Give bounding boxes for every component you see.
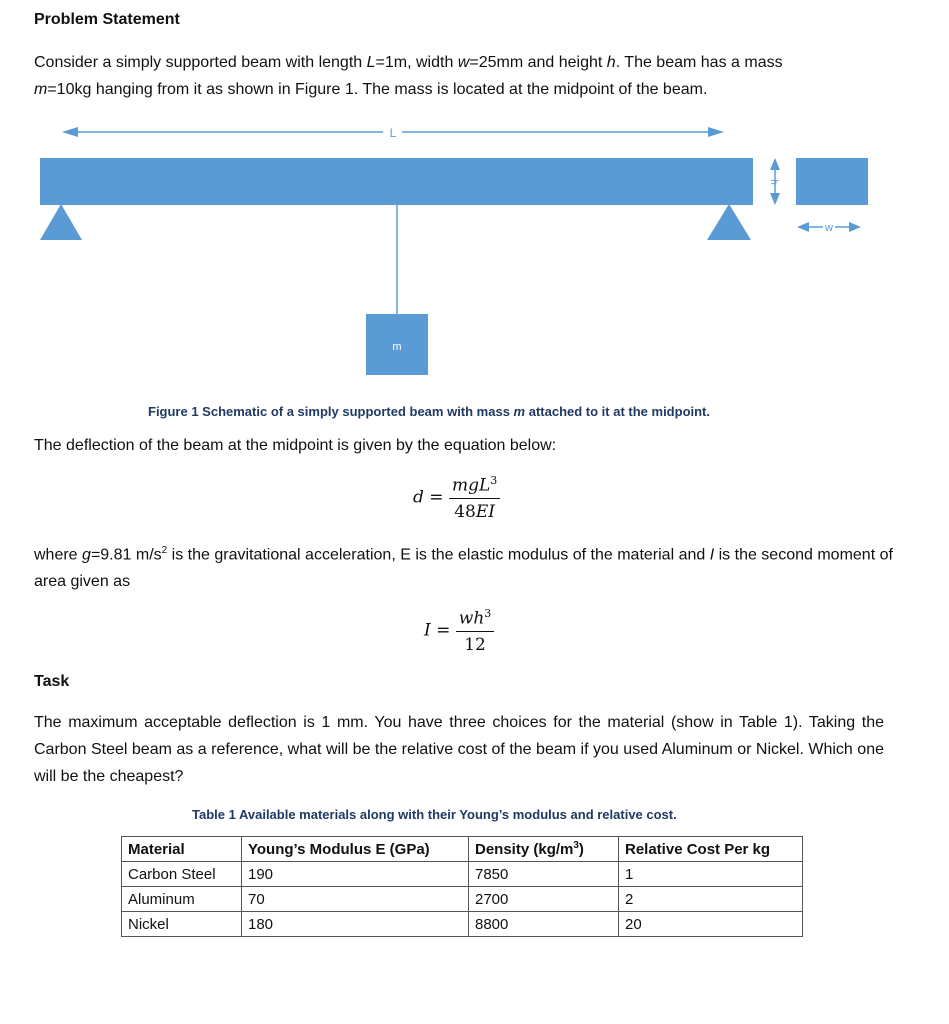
header-modulus: Young’s Modulus E (GPa) <box>242 837 469 862</box>
header-material: Material <box>122 837 242 862</box>
task-heading: Task <box>34 673 70 690</box>
cell-cost: 1 <box>619 862 803 887</box>
width-label: w <box>825 222 833 234</box>
mass-label: m <box>392 341 402 353</box>
left-support <box>40 204 82 240</box>
beam <box>40 158 753 205</box>
beam-cross-section <box>796 158 868 205</box>
table-row <box>122 912 803 937</box>
header-cost: Relative Cost Per kg <box>619 837 803 862</box>
deflection-intro: The deflection of the beam at the midpoint is given by the equation below: <box>34 437 557 454</box>
cell-material: Carbon Steel <box>122 862 242 887</box>
problem-heading: Problem Statement <box>34 11 180 28</box>
where-paragraph: where g=9.81 $m/s^2$ is the gravitational acceleration, E is the elastic modulus of the material and I is the second moment of area given as <box>34 545 893 591</box>
cell-modulus: 180 <box>242 912 469 937</box>
header-density: Density $(kg/m^3)$ <box>469 837 619 862</box>
materials-table <box>121 836 803 937</box>
height-label: h <box>768 179 779 185</box>
problem-paragraph: Consider a simply supported beam with length L=1m, width w=25mm and height h. The beam has a mass m=10kg hanging from it as shown in Figure 1. The mass is located at the midpoint of the beam. <box>34 54 783 98</box>
table-row <box>122 862 803 887</box>
table-caption: Table 1 Available materials along with their Young’s modulus and relative cost. <box>192 807 677 822</box>
cell-modulus: 70 <box>242 887 469 912</box>
table-header-row <box>122 837 803 862</box>
table-row <box>122 887 803 912</box>
cell-density: 8800 <box>469 912 619 937</box>
cell-density: 7850 <box>469 862 619 887</box>
cell-modulus: 190 <box>242 862 469 887</box>
inertia-equation: I = $\frac{wh^3}{12}$ <box>424 607 494 655</box>
right-support <box>707 204 751 240</box>
task-paragraph: The maximum acceptable deflection is 1 mm. You have three choices for the material (show in Table 1). Taking the Carbon Steel beam as a reference, what will be the relative cost of the beam if you used Aluminum or Nickel. Which one will be the cheapest? <box>34 714 884 785</box>
length-label: L <box>389 126 397 140</box>
figure-caption: Figure 1 Schematic of a simply supported beam with mass m attached to it at the midpoint. <box>148 404 710 419</box>
cell-density: 2700 <box>469 887 619 912</box>
cell-material: Nickel <box>122 912 242 937</box>
beam-figure <box>0 118 949 408</box>
cell-material: Aluminum <box>122 887 242 912</box>
deflection-equation: d = $\frac{mgL^3}{48EI}$ <box>413 474 500 522</box>
cell-cost: 2 <box>619 887 803 912</box>
cell-cost: 20 <box>619 912 803 937</box>
